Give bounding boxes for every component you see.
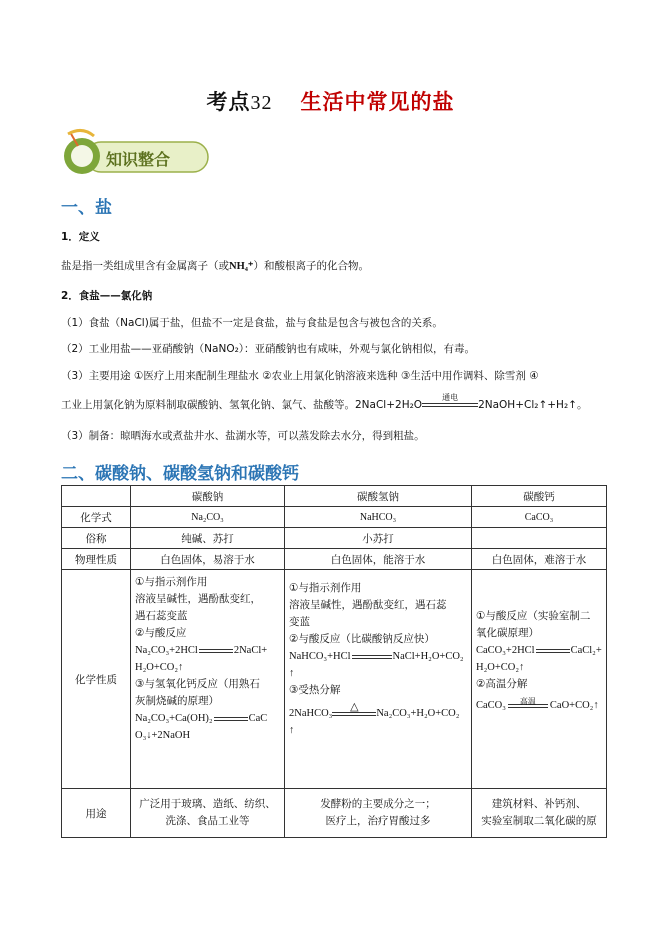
section1-heading: 一、盐 — [61, 198, 112, 218]
title-main: 生活中常见的盐 — [300, 90, 455, 114]
nacl-heading: 2．食盐——氯化钠 — [61, 290, 153, 302]
title-number: 32 — [250, 92, 273, 114]
chem-na2co3: ①与指示剂作用 溶液呈碱性，遇酚酞变红， 遇石蕊变蓝 ②与酸反应 Na₂CO₃+2HCl 2NaCl+ H₂O+CO₂↑ ③与氢氧化钙反应（用熟石 灰制烧碱的原理） Na₂CO₃+Ca(OH)₂ CaC O₃↓+2NaOH — [131, 570, 285, 789]
table-row: 物理性质 白色固体，易溶于水 白色固体，能溶于水 白色固体，难溶于水 — [62, 549, 607, 570]
high-temp-condition: 高温 — [519, 696, 536, 706]
nacl-p3b: 工业上用氯化钠为原料制取碳酸钠、氢氧化钠、氯气、盐酸等。2NaCl+2H₂O 通电 2NaOH+Cl₂↑+H₂↑。 — [61, 393, 588, 411]
knowledge-badge — [58, 128, 218, 178]
nacl-p1: （1）食盐（NaCl)属于盐，但盐不一定是食盐，盐与食盐是包含与被包含的关系。 — [61, 317, 443, 329]
nacl-p3a: （3）主要用途 ①医疗上用来配制生理盐水 ②农业上用氯化钠溶液来选种 ③生活中用作调料、除雪剂 ④ — [61, 370, 539, 382]
title-prefix: 考点 — [206, 90, 251, 114]
page-title — [0, 86, 661, 116]
chem-nahco3: ①与指示剂作用 溶液呈碱性，遇酚酞变红，遇石蕊 变蓝 ②与酸反应（比碳酸钠反应快） NaHCO₃+HCl NaCl+H₂O+CO₂ ↑ ③受热分解 2NaHCO₃ △ Na₂CO₃+H₂O+CO₂ ↑ — [285, 570, 472, 789]
nacl-p4: （3）制备：晾晒海水或煮盐井水、盐湖水等，可以蒸发除去水分，得到粗盐。 — [61, 430, 425, 442]
badge-label: 知识整合 — [106, 150, 171, 169]
nacl-p2: （2）工业用盐——亚硝酸钠（NaNO₂）：亚硝酸钠也有咸味，外观与氯化钠相似，有毒。 — [61, 343, 476, 355]
electrolysis-condition: 通电 — [442, 393, 459, 402]
table-row: 化学性质 ①与指示剂作用 溶液呈碱性，遇酚酞变红， 遇石蕊变蓝 ②与酸反应 Na₂CO₃+2HCl 2NaCl+ H₂O+CO₂↑ ③与氢氧化钙反应（用熟石 灰制烧碱的原理） Na₂CO₃+Ca(OH)₂ CaC O₃↓+2NaOH ①与指示剂作用 溶液呈碱性，遇酚酞变红，遇石蕊 变蓝 ②与酸反应（比碳酸钠反应快） NaHCO₃+HCl NaCl+H₂O+CO₂ ↑ ③受热分解 2NaHCO₃ △ Na₂CO₃+H₂O+CO₂ ↑ ①与酸反应（实验室制二 氧化碳原理） CaCO₃+2HCl CaCl₂+ H₂O+CO₂↑ ②高温分解 CaCO₃ 高温 CaO+CO₂↑ — [62, 570, 607, 789]
chem-caco3: ①与酸反应（实验室制二 氧化碳原理） CaCO₃+2HCl CaCl₂+ H₂O+CO₂↑ ②高温分解 CaCO₃ 高温 CaO+CO₂↑ — [472, 570, 607, 789]
table-row: 俗称 纯碱、苏打 小苏打 — [62, 528, 607, 549]
table-row: 用途 广泛用于玻璃、造纸、纺织、 洗涤、食品工业等 发酵粉的主要成分之一； 医疗上，治疗胃酸过多 建筑材料、补钙剂、 实验室制取二氧化碳的原 — [62, 789, 607, 838]
definition-heading: 1．定义 — [61, 231, 100, 243]
section2-heading: 二、碳酸钠、碳酸氢钠和碳酸钙 — [61, 464, 299, 484]
heat-symbol: △ — [350, 700, 359, 713]
definition-text: 盐是指一类组成里含有金属离子（或NH₄⁺）和酸根离子的化合物。 — [61, 260, 369, 272]
table-row: 化学式 Na₂CO₃ NaHCO₃ CaCO₃ — [62, 507, 607, 528]
comparison-table — [61, 485, 607, 838]
table-row: 碳酸钠 碳酸氢钠 碳酸钙 — [62, 486, 607, 507]
ammonium-ion: NH₄⁺ — [229, 261, 254, 272]
